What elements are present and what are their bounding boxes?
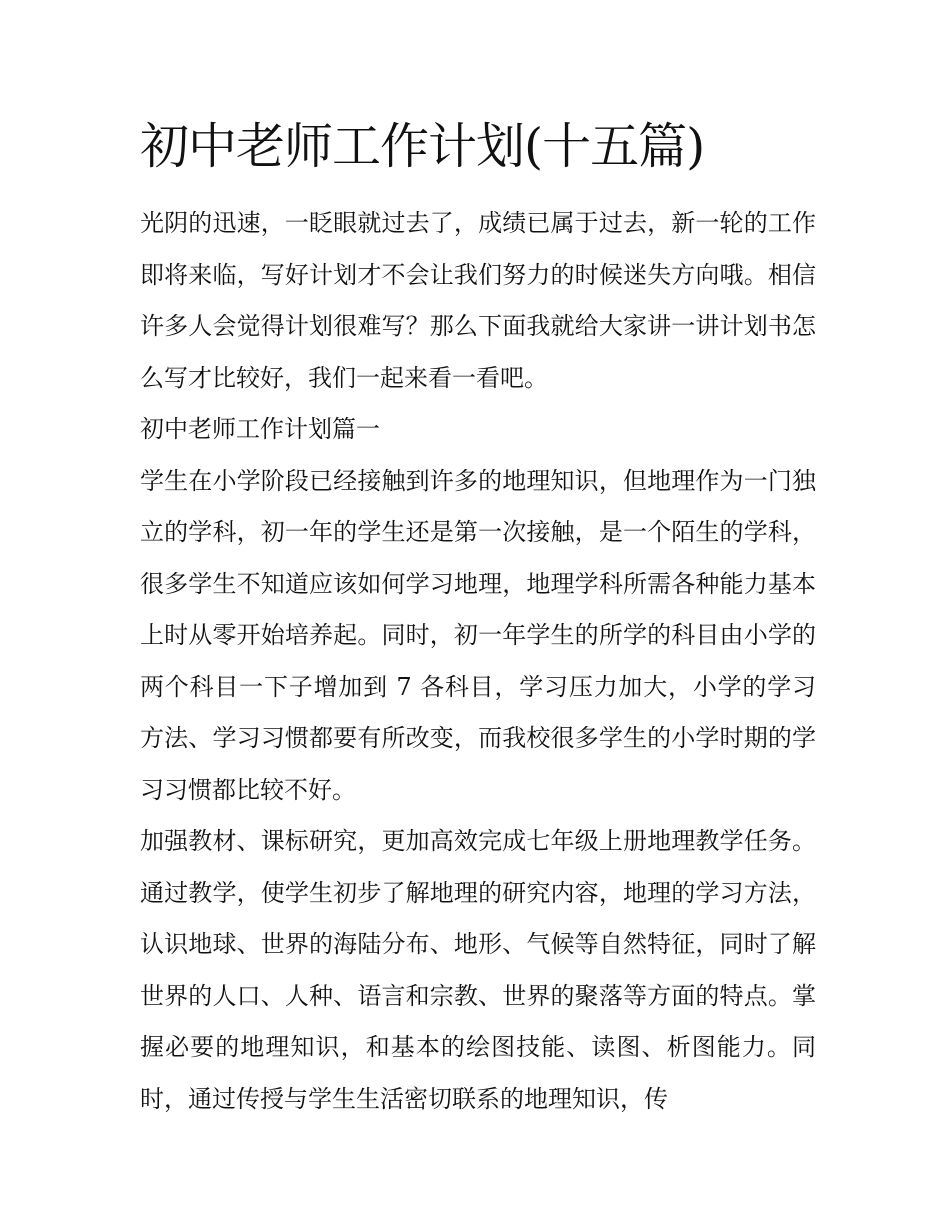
document-title: 初中老师工作计划(十五篇) <box>140 118 705 175</box>
document-body <box>140 112 816 1125</box>
section-heading: 初中老师工作计划篇一 <box>140 415 380 443</box>
body-paragraph: 学生在小学阶段已经接触到许多的地理知识，但地理作为一门独立的学科，初一年的学生还是第一次接触，是一个陌生的学科，很多学生不知道应该如何学习地理，地理学科所需各种能力基本上时从零开始培养起。同时，初一年学生的所学的科目由小学的两个科目一下子增加到 7 各科目，学习压力加大，小学的学习方法、学习习惯都要有所改变，而我校很多学生的小学时期的学习习惯都比较不好。 <box>140 466 816 804</box>
body-paragraph: 加强教材、课标研究，更加高效完成七年级上册地理教学任务。通过教学，使学生初步了解地理的研究内容，地理的学习方法，认识地球、世界的海陆分布、地形、气候等自然特征，同时了解世界的人口、人种、语言和宗教、世界的聚落等方面的特点。掌握必要的地理知识，和基本的绘图技能、读图、析图能力。同时，通过传授与学生生活密切联系的地理知识，传 <box>140 827 816 1113</box>
intro-paragraph: 光阴的迅速，一眨眼就过去了，成绩已属于过去，新一轮的工作即将来临，写好计划才不会让我们努力的时候迷失方向哦。相信许多人会觉得计划很难写？那么下面我就给大家讲一讲计划书怎么写才比较好，我们一起来看一看吧。 <box>140 209 816 392</box>
